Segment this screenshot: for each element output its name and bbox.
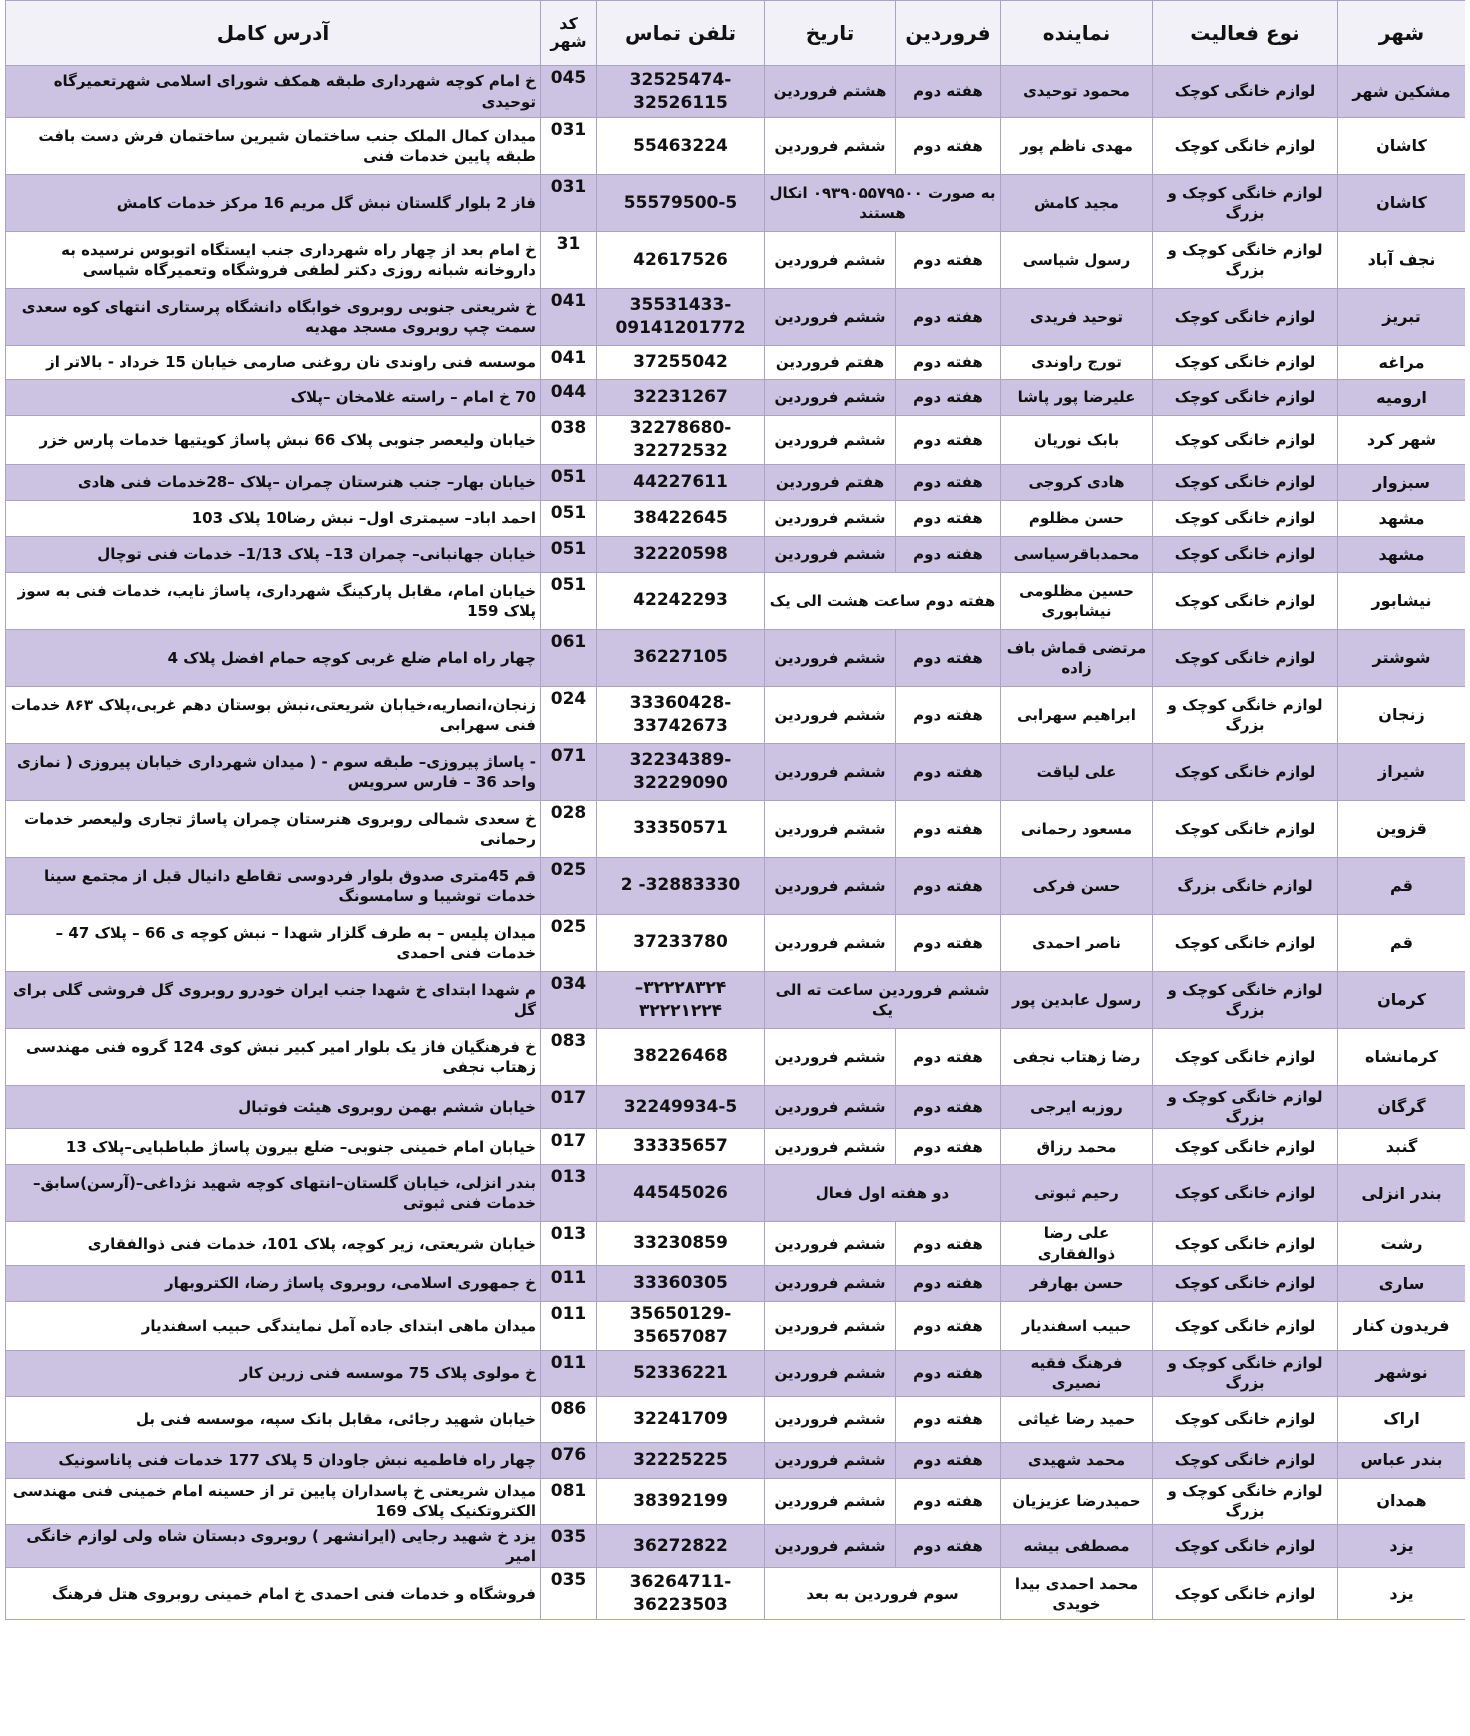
activity-cell: لوازم خانگی کوچک <box>1153 346 1338 380</box>
phone-cell: 38422645 <box>597 500 765 536</box>
representative-cell: مجید کامش <box>1001 175 1153 232</box>
date-cell: ششم فروردین <box>765 629 896 686</box>
phone-cell: ۳۲۲۲۸۳۲۴–۳۲۲۲۱۲۲۴ <box>597 971 765 1028</box>
city-cell: شوشتر <box>1338 629 1466 686</box>
address-cell: - پاساژ پیروزی– طبقه سوم - ( میدان شهرداری خیابان پیروزی ( نمازی واحد 36 – فارس سرویس <box>6 743 541 800</box>
phone-cell: 37233780 <box>597 914 765 971</box>
city-cell: شیراز <box>1338 743 1466 800</box>
representative-cell: ناصر احمدی <box>1001 914 1153 971</box>
week-cell: هفته دوم <box>896 1478 1001 1524</box>
address-cell: میدان پلیس – به طرف گلزار شهدا – نبش کوچه ی 66 – پلاک 47 – خدمات فنی احمدی <box>6 914 541 971</box>
phone-cell: 44545026 <box>597 1165 765 1222</box>
address-cell: خ شریعتی جنوبی روبروی خوابگاه دانشگاه پرستاری انتهای کوه سعدی سمت چپ روبروی مسجد مهدیه <box>6 289 541 346</box>
representative-cell: محمد احمدی بیدا خویدی <box>1001 1568 1153 1620</box>
activity-cell: لوازم خانگی کوچک و بزرگ <box>1153 232 1338 289</box>
address-cell: یزد خ شهید رجایی (ایرانشهر ) روبروی دبستان شاه ولی لوازم خانگی امیر <box>6 1524 541 1568</box>
header-date: تاریخ <box>765 1 896 66</box>
address-cell: موسسه فنی راوندی نان روغنی صارمی خیابان 15 خرداد - بالاتر از <box>6 346 541 380</box>
city-cell: مراغه <box>1338 346 1466 380</box>
table-row <box>6 686 1466 743</box>
week-cell: هفته دوم <box>896 464 1001 500</box>
activity-cell: لوازم خانگی کوچک <box>1153 66 1338 118</box>
city-code-cell: 035 <box>541 1524 597 1568</box>
city-cell: کاشان <box>1338 175 1466 232</box>
phone-cell: 36264711-36223503 <box>597 1568 765 1620</box>
city-cell: گنبد <box>1338 1129 1466 1165</box>
table-row <box>6 1028 1466 1085</box>
date-cell: ششم فروردین <box>765 1350 896 1396</box>
phone-cell: 32249934-5 <box>597 1085 765 1129</box>
date-cell: هشتم فروردین <box>765 66 896 118</box>
date-cell: ششم فروردین <box>765 1396 896 1442</box>
address-cell: خیابان شریعتی، زیر کوچه، پلاک 101، خدمات فنی ذوالفقاری <box>6 1222 541 1266</box>
representative-cell: مسعود رحمانی <box>1001 800 1153 857</box>
address-cell: خیابان ولیعصر جنوبی پلاک 66 نبش پاساژ کویتیها خدمات پارس خزر <box>6 416 541 465</box>
date-cell: ششم فروردین <box>765 743 896 800</box>
date-cell: هفتم فروردین <box>765 346 896 380</box>
phone-cell: 32241709 <box>597 1396 765 1442</box>
city-cell: کاشان <box>1338 118 1466 175</box>
activity-cell: لوازم خانگی کوچک <box>1153 1222 1338 1266</box>
representative-cell: حمیدرضا عزیزیان <box>1001 1478 1153 1524</box>
address-cell: خ امام بعد از چهار راه شهرداری جنب ایستگاه اتوبوس نرسیده به داروخانه شبانه روزی دکتر لطفی فروشگاه وتعمیرگاه شیاسی <box>6 232 541 289</box>
activity-cell: لوازم خانگی کوچک <box>1153 800 1338 857</box>
representative-cell: توحید فریدی <box>1001 289 1153 346</box>
date-cell: ششم فروردین <box>765 686 896 743</box>
week-cell: هفته دوم <box>896 416 1001 465</box>
city-cell: کرمانشاه <box>1338 1028 1466 1085</box>
week-cell: هفته دوم <box>896 289 1001 346</box>
activity-cell: لوازم خانگی کوچک <box>1153 1028 1338 1085</box>
phone-cell: 33360305 <box>597 1265 765 1301</box>
week-cell: هفته دوم <box>896 914 1001 971</box>
representative-cell: علیرضا پور پاشا <box>1001 380 1153 416</box>
phone-cell: 44227611 <box>597 464 765 500</box>
header-city-code: کد شهر <box>541 1 597 66</box>
address-cell: فاز 2 بلوار گلستان نبش گل مریم 16 مرکز خدمات کامش <box>6 175 541 232</box>
city-cell: رشت <box>1338 1222 1466 1266</box>
table-row <box>6 572 1466 629</box>
representative-cell: حسن بهارفر <box>1001 1265 1153 1301</box>
city-cell: سبزوار <box>1338 464 1466 500</box>
week-cell: هفته دوم <box>896 500 1001 536</box>
city-code-cell: 071 <box>541 743 597 800</box>
phone-cell: 32231267 <box>597 380 765 416</box>
address-cell: زنجان،انصاریه،خیابان شریعتی،نبش بوستان دهم غربی،پلاک ۸۶۳ خدمات فنی سهرابی <box>6 686 541 743</box>
table-row <box>6 1301 1466 1350</box>
date-cell: ششم فروردین <box>765 1301 896 1350</box>
table-row <box>6 500 1466 536</box>
city-cell: نجف آباد <box>1338 232 1466 289</box>
city-code-cell: 025 <box>541 857 597 914</box>
schedule-cell: سوم فروردین به بعد <box>765 1568 1001 1620</box>
city-cell: اراک <box>1338 1396 1466 1442</box>
city-code-cell: 013 <box>541 1165 597 1222</box>
representative-cell: هادی کروجی <box>1001 464 1153 500</box>
address-cell: احمد اباد– سیمتری اول– نبش رضا10 پلاک 103 <box>6 500 541 536</box>
city-cell: فریدون کنار <box>1338 1301 1466 1350</box>
week-cell: هفته دوم <box>896 1265 1001 1301</box>
phone-cell: 32883330- 2 <box>597 857 765 914</box>
city-cell: مشهد <box>1338 536 1466 572</box>
date-cell: ششم فروردین <box>765 1222 896 1266</box>
table-row <box>6 1222 1466 1266</box>
table-row <box>6 380 1466 416</box>
city-code-cell: 041 <box>541 346 597 380</box>
date-cell: ششم فروردین <box>765 1265 896 1301</box>
phone-cell: 38226468 <box>597 1028 765 1085</box>
city-cell: ساری <box>1338 1265 1466 1301</box>
representative-cell: حسن فرکی <box>1001 857 1153 914</box>
city-code-cell: 011 <box>541 1301 597 1350</box>
week-cell: هفته دوم <box>896 1396 1001 1442</box>
table-row <box>6 1265 1466 1301</box>
city-cell: یزد <box>1338 1524 1466 1568</box>
date-cell: ششم فروردین <box>765 380 896 416</box>
phone-cell: 37255042 <box>597 346 765 380</box>
city-cell: قم <box>1338 857 1466 914</box>
representative-cell: مصطفی بیشه <box>1001 1524 1153 1568</box>
date-cell: ششم فروردین <box>765 232 896 289</box>
representative-cell: حسین مظلومی نیشابوری <box>1001 572 1153 629</box>
phone-cell: 38392199 <box>597 1478 765 1524</box>
city-code-cell: 076 <box>541 1442 597 1478</box>
header-activity: نوع فعالیت <box>1153 1 1338 66</box>
table-row <box>6 1350 1466 1396</box>
city-code-cell: 017 <box>541 1129 597 1165</box>
city-cell: مشهد <box>1338 500 1466 536</box>
activity-cell: لوازم خانگی کوچک و بزرگ <box>1153 971 1338 1028</box>
schedule-cell: ششم فروردین ساعت ته الی یک <box>765 971 1001 1028</box>
representative-cell: مرتضی قماش باف زاده <box>1001 629 1153 686</box>
table-row <box>6 1085 1466 1129</box>
phone-cell: 32234389-32229090 <box>597 743 765 800</box>
phone-cell: 42242293 <box>597 572 765 629</box>
address-cell: خ امام کوچه شهرداری طبقه همکف شورای اسلامی شهرتعمیرگاه توحیدی <box>6 66 541 118</box>
address-cell: خیابان امام خمینی جنوبی– ضلع بیرون پاساژ طباطبایی–پلاک 13 <box>6 1129 541 1165</box>
week-cell: هفته دوم <box>896 380 1001 416</box>
address-cell: خ مولوی پلاک 75 موسسه فنی زرین کار <box>6 1350 541 1396</box>
header-city: شهر <box>1338 1 1466 66</box>
schedule-cell: هفته دوم ساعت هشت الی یک <box>765 572 1001 629</box>
address-cell: خیابان امام، مقابل پارکینگ شهرداری، پاساژ نایب، خدمات فنی به سوز پلاک 159 <box>6 572 541 629</box>
activity-cell: لوازم خانگی کوچک <box>1153 1442 1338 1478</box>
date-cell: ششم فروردین <box>765 1524 896 1568</box>
week-cell: هفته دوم <box>896 118 1001 175</box>
address-cell: م شهدا ابتدای خ شهدا جنب ایران خودرو روبروی گل فروشی گلی برای گل <box>6 971 541 1028</box>
city-cell: ارومیه <box>1338 380 1466 416</box>
city-code-cell: 035 <box>541 1568 597 1620</box>
address-cell: بندر انزلی، خیابان گلستان–انتهای کوچه شهید نژداغی–(آرسن)سابق–خدمات فنی ثبوتی <box>6 1165 541 1222</box>
phone-cell: 36272822 <box>597 1524 765 1568</box>
city-cell: شهر کرد <box>1338 416 1466 465</box>
representative-cell: حمید رضا غیاثی <box>1001 1396 1153 1442</box>
address-cell: خ سعدی شمالی روبروی هنرستان چمران پاساژ تجاری ولیعصر خدمات رحمانی <box>6 800 541 857</box>
phone-cell: 32225225 <box>597 1442 765 1478</box>
address-cell: خ فرهنگیان فاز یک بلوار امیر کبیر نبش کوی 124 گروه فنی مهندسی زهتاب نجفی <box>6 1028 541 1085</box>
city-code-cell: 081 <box>541 1478 597 1524</box>
date-cell: ششم فروردین <box>765 800 896 857</box>
table-row <box>6 1478 1466 1524</box>
city-cell: نوشهر <box>1338 1350 1466 1396</box>
table-row <box>6 346 1466 380</box>
table-body <box>6 66 1466 1620</box>
city-cell: کرمان <box>1338 971 1466 1028</box>
date-cell: ششم فروردین <box>765 1085 896 1129</box>
city-cell: گرگان <box>1338 1085 1466 1129</box>
table-row <box>6 971 1466 1028</box>
table-row <box>6 914 1466 971</box>
city-cell: بندر عباس <box>1338 1442 1466 1478</box>
date-cell: ششم فروردین <box>765 857 896 914</box>
city-code-cell: 061 <box>541 629 597 686</box>
city-code-cell: 045 <box>541 66 597 118</box>
week-cell: هفته دوم <box>896 1085 1001 1129</box>
activity-cell: لوازم خانگی کوچک <box>1153 572 1338 629</box>
city-cell: مشکین شهر <box>1338 66 1466 118</box>
representative-cell: بابک نوریان <box>1001 416 1153 465</box>
date-cell: ششم فروردین <box>765 1129 896 1165</box>
week-cell: هفته دوم <box>896 1222 1001 1266</box>
table-row <box>6 289 1466 346</box>
activity-cell: لوازم خانگی کوچک <box>1153 118 1338 175</box>
phone-cell: 35531433-09141201772 <box>597 289 765 346</box>
city-code-cell: 031 <box>541 175 597 232</box>
city-cell: نیشابور <box>1338 572 1466 629</box>
representative-cell: رسول عابدین پور <box>1001 971 1153 1028</box>
activity-cell: لوازم خانگی کوچک <box>1153 1524 1338 1568</box>
city-code-cell: 011 <box>541 1265 597 1301</box>
activity-cell: لوازم خانگی کوچک و بزرگ <box>1153 1350 1338 1396</box>
phone-cell: 32278680-32272532 <box>597 416 765 465</box>
phone-cell: 33360428-33742673 <box>597 686 765 743</box>
address-cell: خیابان بهار– جنب هنرستان چمران –پلاک –28خدمات فنی هادی <box>6 464 541 500</box>
week-cell: هفته دوم <box>896 536 1001 572</box>
address-cell: چهار راه امام ضلع غربی کوچه حمام افضل پلاک 4 <box>6 629 541 686</box>
date-cell: ششم فروردین <box>765 1478 896 1524</box>
date-cell: ششم فروردین <box>765 416 896 465</box>
address-cell: قم 45متری صدوق بلوار فردوسی تقاطع دانیال قبل از مجتمع سینا خدمات توشیبا و سامسونگ <box>6 857 541 914</box>
activity-cell: لوازم خانگی کوچک <box>1153 380 1338 416</box>
table-row <box>6 1568 1466 1620</box>
week-cell: هفته دوم <box>896 857 1001 914</box>
representative-cell: حسن مظلوم <box>1001 500 1153 536</box>
service-table-sheet <box>5 0 1465 1736</box>
table-row <box>6 857 1466 914</box>
address-cell: خیابان ششم بهمن روبروی هیئت فوتبال <box>6 1085 541 1129</box>
phone-cell: 52336221 <box>597 1350 765 1396</box>
activity-cell: لوازم خانگی کوچک <box>1153 1568 1338 1620</box>
date-cell: ششم فروردین <box>765 118 896 175</box>
representative-cell: علی لیاقت <box>1001 743 1153 800</box>
address-cell: خیابان جهانبانی– چمران 13– پلاک 1/13– خدمات فنی توچال <box>6 536 541 572</box>
representative-cell: محمد شهیدی <box>1001 1442 1153 1478</box>
address-cell: میدان ماهی ابتدای جاده آمل نمایندگی حبیب اسفندیار <box>6 1301 541 1350</box>
address-cell: میدان شریعتی خ پاسداران پایین تر از حسینه امام خمینی فنی مهندسی الکتروتکنیک پلاک 169 <box>6 1478 541 1524</box>
week-cell: هفته دوم <box>896 346 1001 380</box>
city-code-cell: 038 <box>541 416 597 465</box>
date-cell: ششم فروردین <box>765 914 896 971</box>
city-cell: قزوین <box>1338 800 1466 857</box>
city-code-cell: 051 <box>541 572 597 629</box>
week-cell: هفته دوم <box>896 1524 1001 1568</box>
table-row <box>6 1129 1466 1165</box>
date-cell: ششم فروردین <box>765 536 896 572</box>
city-code-cell: 017 <box>541 1085 597 1129</box>
activity-cell: لوازم خانگی کوچک <box>1153 416 1338 465</box>
header-address: آدرس کامل <box>6 1 541 66</box>
table-row <box>6 629 1466 686</box>
phone-cell: 35650129-35657087 <box>597 1301 765 1350</box>
representative-cell: محمد رزاق <box>1001 1129 1153 1165</box>
table-row <box>6 175 1466 232</box>
address-cell: خ جمهوری اسلامی، روبروی پاساژ رضا، الکتروبهار <box>6 1265 541 1301</box>
city-code-cell: 011 <box>541 1350 597 1396</box>
address-cell: فروشگاه و خدمات فنی احمدی خ امام خمینی روبروی هتل فرهنگ <box>6 1568 541 1620</box>
phone-cell: 32220598 <box>597 536 765 572</box>
date-cell: ششم فروردین <box>765 500 896 536</box>
city-code-cell: 051 <box>541 500 597 536</box>
week-cell: هفته دوم <box>896 1301 1001 1350</box>
phone-cell: 32525474-32526115 <box>597 66 765 118</box>
schedule-cell: دو هفته اول فعال <box>765 1165 1001 1222</box>
table-row <box>6 743 1466 800</box>
city-code-cell: 024 <box>541 686 597 743</box>
city-cell: بندر انزلی <box>1338 1165 1466 1222</box>
representative-cell: رحیم ثبوتی <box>1001 1165 1153 1222</box>
week-cell: هفته دوم <box>896 1028 1001 1085</box>
representative-cell: مهدی ناظم پور <box>1001 118 1153 175</box>
city-code-cell: 044 <box>541 380 597 416</box>
address-cell: چهار راه فاطمیه نبش جاودان 5 پلاک 177 خدمات فنی پاناسونیک <box>6 1442 541 1478</box>
city-code-cell: 051 <box>541 536 597 572</box>
phone-cell: 42617526 <box>597 232 765 289</box>
week-cell: هفته دوم <box>896 232 1001 289</box>
activity-cell: لوازم خانگی کوچک و بزرگ <box>1153 1478 1338 1524</box>
city-code-cell: 013 <box>541 1222 597 1266</box>
header-phone: تلفن تماس <box>597 1 765 66</box>
representative-cell: روزبه ایرجی <box>1001 1085 1153 1129</box>
phone-cell: 33335657 <box>597 1129 765 1165</box>
table-row <box>6 536 1466 572</box>
table-row <box>6 118 1466 175</box>
address-cell: میدان کمال الملک جنب ساختمان شیرین ساختمان فرش دست بافت طبقه پایین خدمات فنی <box>6 118 541 175</box>
week-cell: هفته دوم <box>896 1129 1001 1165</box>
activity-cell: لوازم خانگی کوچک <box>1153 536 1338 572</box>
activity-cell: لوازم خانگی کوچک <box>1153 500 1338 536</box>
activity-cell: لوازم خانگی کوچک و بزرگ <box>1153 686 1338 743</box>
phone-cell: 33350571 <box>597 800 765 857</box>
activity-cell: لوازم خانگی کوچک <box>1153 1165 1338 1222</box>
representative-cell: رسول شیاسی <box>1001 232 1153 289</box>
phone-cell: 55579500-5 <box>597 175 765 232</box>
week-cell: هفته دوم <box>896 800 1001 857</box>
date-cell: ششم فروردین <box>765 1442 896 1478</box>
table-row <box>6 1442 1466 1478</box>
representative-cell: علی رضا ذوالفقاری <box>1001 1222 1153 1266</box>
table-row <box>6 800 1466 857</box>
week-cell: هفته دوم <box>896 743 1001 800</box>
phone-cell: 36227105 <box>597 629 765 686</box>
city-cell: همدان <box>1338 1478 1466 1524</box>
activity-cell: لوازم خانگی کوچک <box>1153 1396 1338 1442</box>
activity-cell: لوازم خانگی کوچک <box>1153 629 1338 686</box>
activity-cell: لوازم خانگی کوچک <box>1153 1265 1338 1301</box>
table-row <box>6 1396 1466 1442</box>
week-cell: هفته دوم <box>896 686 1001 743</box>
city-code-cell: 034 <box>541 971 597 1028</box>
header-week: فروردین <box>896 1 1001 66</box>
activity-cell: لوازم خانگی کوچک <box>1153 914 1338 971</box>
table-row <box>6 66 1466 118</box>
week-cell: هفته دوم <box>896 66 1001 118</box>
address-cell: خیابان شهید رجائی، مقابل بانک سپه، موسسه فنی بل <box>6 1396 541 1442</box>
week-cell: هفته دوم <box>896 629 1001 686</box>
activity-cell: لوازم خانگی کوچک <box>1153 464 1338 500</box>
city-cell: قم <box>1338 914 1466 971</box>
activity-cell: لوازم خانگی کوچک و بزرگ <box>1153 1085 1338 1129</box>
representative-cell: محمدباقرسیاسی <box>1001 536 1153 572</box>
activity-cell: لوازم خانگی کوچک و بزرگ <box>1153 175 1338 232</box>
city-cell: یزد <box>1338 1568 1466 1620</box>
phone-cell: 33230859 <box>597 1222 765 1266</box>
address-cell: 70 خ امام – راسته غلامخان –پلاک <box>6 380 541 416</box>
service-agents-table <box>5 0 1465 1620</box>
representative-cell: محمود توحیدی <box>1001 66 1153 118</box>
activity-cell: لوازم خانگی کوچک <box>1153 289 1338 346</box>
week-cell: هفته دوم <box>896 1442 1001 1478</box>
city-code-cell: 028 <box>541 800 597 857</box>
table-row <box>6 1165 1466 1222</box>
city-code-cell: 051 <box>541 464 597 500</box>
city-cell: تبریز <box>1338 289 1466 346</box>
representative-cell: رضا زهتاب نجفی <box>1001 1028 1153 1085</box>
representative-cell: حبیب اسفندیار <box>1001 1301 1153 1350</box>
activity-cell: لوازم خانگی کوچک <box>1153 743 1338 800</box>
date-cell: ششم فروردین <box>765 289 896 346</box>
table-row <box>6 232 1466 289</box>
representative-cell: ابراهیم سهرابی <box>1001 686 1153 743</box>
activity-cell: لوازم خانگی کوچک <box>1153 1129 1338 1165</box>
table-row <box>6 1524 1466 1568</box>
city-code-cell: 031 <box>541 118 597 175</box>
phone-cell: 55463224 <box>597 118 765 175</box>
representative-cell: فرهنگ فقیه نصیری <box>1001 1350 1153 1396</box>
table-row <box>6 416 1466 465</box>
activity-cell: لوازم خانگی بزرگ <box>1153 857 1338 914</box>
city-code-cell: 041 <box>541 289 597 346</box>
city-code-cell: 025 <box>541 914 597 971</box>
schedule-cell: به صورت ۰۹۳۹۰۵۵۷۹۵۰۰ انکال هستند <box>765 175 1001 232</box>
city-code-cell: 083 <box>541 1028 597 1085</box>
city-cell: زنجان <box>1338 686 1466 743</box>
header-representative: نماینده <box>1001 1 1153 66</box>
representative-cell: تورج راوندی <box>1001 346 1153 380</box>
date-cell: هفتم فروردین <box>765 464 896 500</box>
date-cell: ششم فروردین <box>765 1028 896 1085</box>
table-row <box>6 464 1466 500</box>
city-code-cell: 31 <box>541 232 597 289</box>
activity-cell: لوازم خانگی کوچک <box>1153 1301 1338 1350</box>
week-cell: هفته دوم <box>896 1350 1001 1396</box>
header-row <box>6 1 1466 66</box>
city-code-cell: 086 <box>541 1396 597 1442</box>
